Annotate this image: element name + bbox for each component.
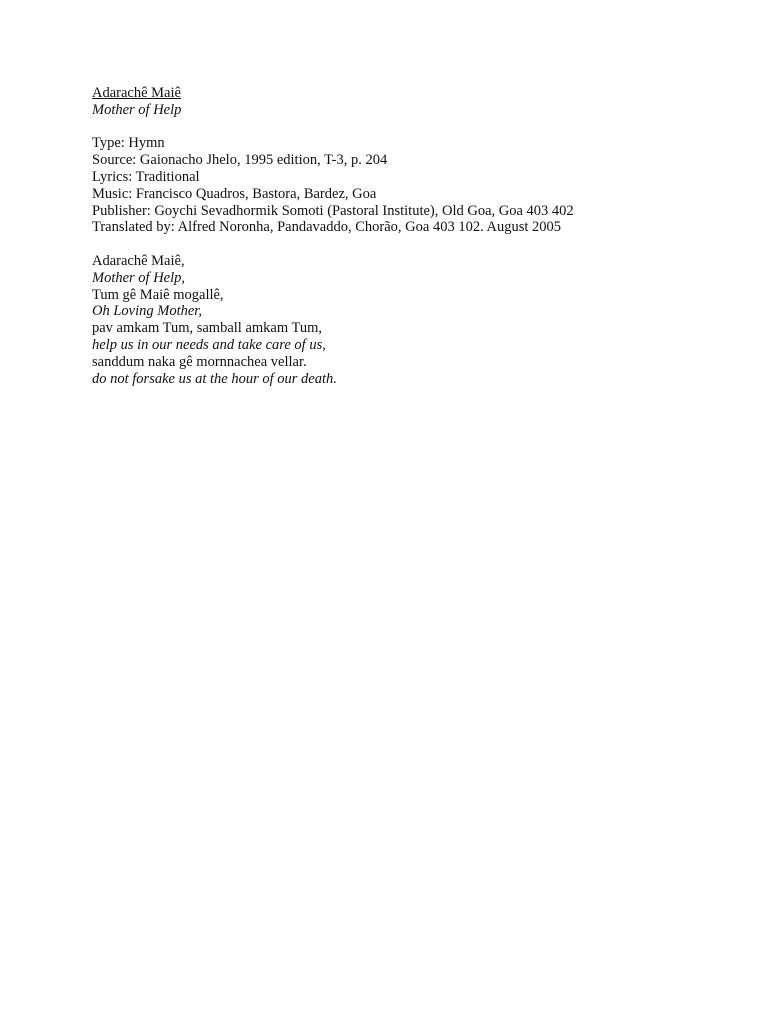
metadata-translator: Translated by: Alfred Noronha, Pandavaddo, Chorão, Goa 403 102. August 2005 [92,219,562,236]
hymn-subtitle: Mother of Help [92,101,182,118]
spacer [92,236,732,253]
verse-line-translation: Mother of Help, [92,269,186,286]
metadata-music: Music: Francisco Quadros, Bastora, Bardez, Goa [92,185,377,202]
verse-line-original: sanddum naka gê mornnachea vellar. [92,353,307,370]
verse-line-translation: Oh Loving Mother, [92,303,202,320]
verse-line-translation: do not forsake us at the hour of our death. [92,370,337,387]
metadata-type: Type: Hymn [92,135,165,152]
document-page [92,85,732,387]
metadata-block [92,135,732,236]
metadata-publisher: Publisher: Goychi Sevadhormik Somoti (Pastoral Institute), Old Goa, Goa 403 402 [92,202,574,219]
hymn-title: Adarachê Maiê [92,85,181,101]
spacer [92,119,732,136]
verse-line-original: Tum gê Maiê mogallê, [92,286,224,303]
verse-line-original: pav amkam Tum, samball amkam Tum, [92,320,322,337]
verse-block [92,253,732,387]
metadata-source: Source: Gaionacho Jhelo, 1995 edition, T-3, p. 204 [92,152,388,169]
verse-line-original: Adarachê Maiê, [92,252,185,269]
verse-line-translation: help us in our needs and take care of us, [92,336,326,353]
metadata-lyrics: Lyrics: Traditional [92,168,200,185]
